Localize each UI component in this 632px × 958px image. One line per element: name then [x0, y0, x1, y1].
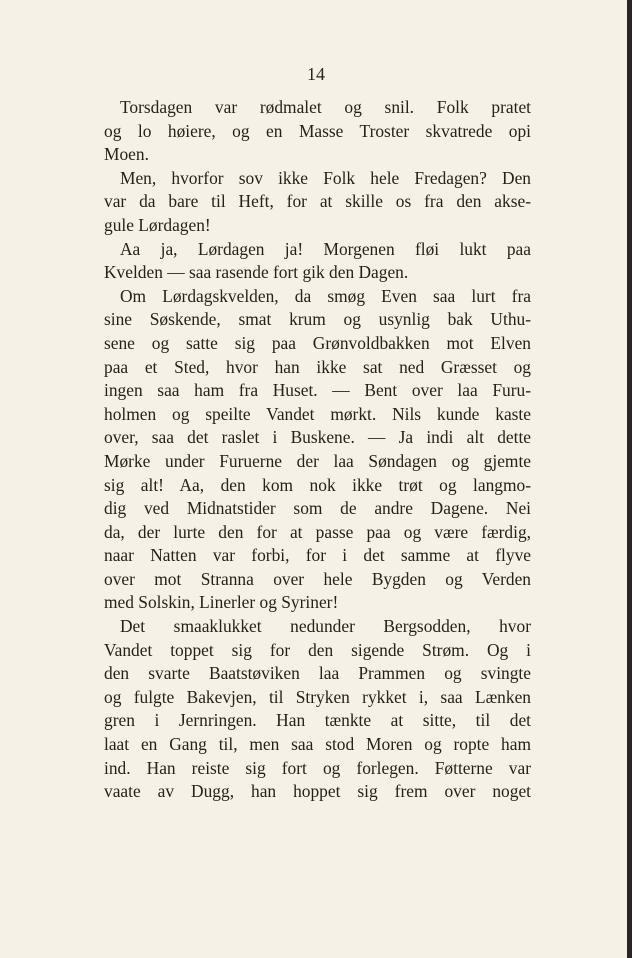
text-line: over mot Stranna over hele Bygden og Verden: [104, 568, 531, 589]
paragraph: [104, 615, 531, 804]
text-line: da, der lurte den for at passe paa og være færdig,: [104, 521, 531, 542]
paragraph: [104, 167, 531, 238]
text-line: og lo høiere, og en Masse Troster skvatrede opi: [104, 120, 531, 141]
text-line: vaate av Dugg, han hoppet sig frem over noget: [104, 781, 531, 802]
text-line: holmen og speilte Vandet mørkt. Nils kunde kaste: [104, 403, 531, 424]
text-line: Aa ja, Lørdagen ja! Morgenen fløi lukt paa: [120, 238, 531, 259]
text-line: Torsdagen var rødmalet og snil. Folk pratet: [120, 97, 531, 117]
text-line: naar Natten var forbi, for i det samme at flyve: [104, 545, 531, 566]
text-line: og fulgte Bakevjen, til Stryken rykket i, saa Lænken: [104, 686, 531, 707]
text-line: dig ved Midnatstider som de andre Dagene. Nei: [104, 498, 531, 519]
text-line: Mørke under Furuerne der laa Søndagen og gjemte: [104, 450, 531, 471]
paragraph: [104, 285, 531, 615]
text-line: Men, hvorfor sov ikke Folk hele Fredagen? Den: [120, 167, 531, 188]
text-line: gule Lørdagen!: [104, 214, 211, 235]
text-line: var da bare til Heft, for at skille os fra den akse-: [104, 191, 531, 212]
page-edge-shadow: [627, 0, 632, 958]
text-line: paa et Sted, hvor han ikke sat ned Græsset og: [104, 356, 531, 377]
text-line: Vandet toppet sig for den sigende Strøm. Og i: [104, 639, 531, 660]
text-line: med Solskin, Linerler og Syriner!: [104, 592, 339, 613]
text-line: gren i Jernringen. Han tænkte at sitte, til det: [104, 710, 531, 731]
paragraph: [104, 96, 531, 167]
text-line: over, saa det raslet i Buskene. — Ja indi alt dette: [104, 427, 531, 448]
text-line: Det smaaklukket nedunder Bergsodden, hvor: [120, 616, 531, 637]
page-number: 14: [307, 64, 325, 84]
text-line: Om Lørdagskvelden, da smøg Even saa lurt fra: [120, 285, 531, 306]
text-line: sine Søskende, smat krum og usynlig bak Uthu-: [104, 309, 531, 330]
text-line: ingen saa ham fra Huset. — Bent over laa Furu-: [104, 380, 531, 401]
text-line: laat en Gang til, men saa stod Moren og ropte ham: [104, 734, 531, 755]
text-line: den svarte Baatstøviken laa Prammen og svingte: [104, 663, 531, 684]
text-line: Kvelden — saa rasende fort gik den Dagen.: [104, 262, 409, 283]
text-line: sene og satte sig paa Grønvoldbakken mot Elven: [104, 332, 531, 353]
text-line: sig alt! Aa, den kom nok ikke trøt og langmo-: [104, 474, 531, 495]
body-text: [104, 96, 531, 804]
text-line: Moen.: [104, 144, 149, 165]
paragraph: [104, 238, 531, 285]
text-line: ind. Han reiste sig fort og forlegen. Føtterne var: [104, 757, 531, 778]
